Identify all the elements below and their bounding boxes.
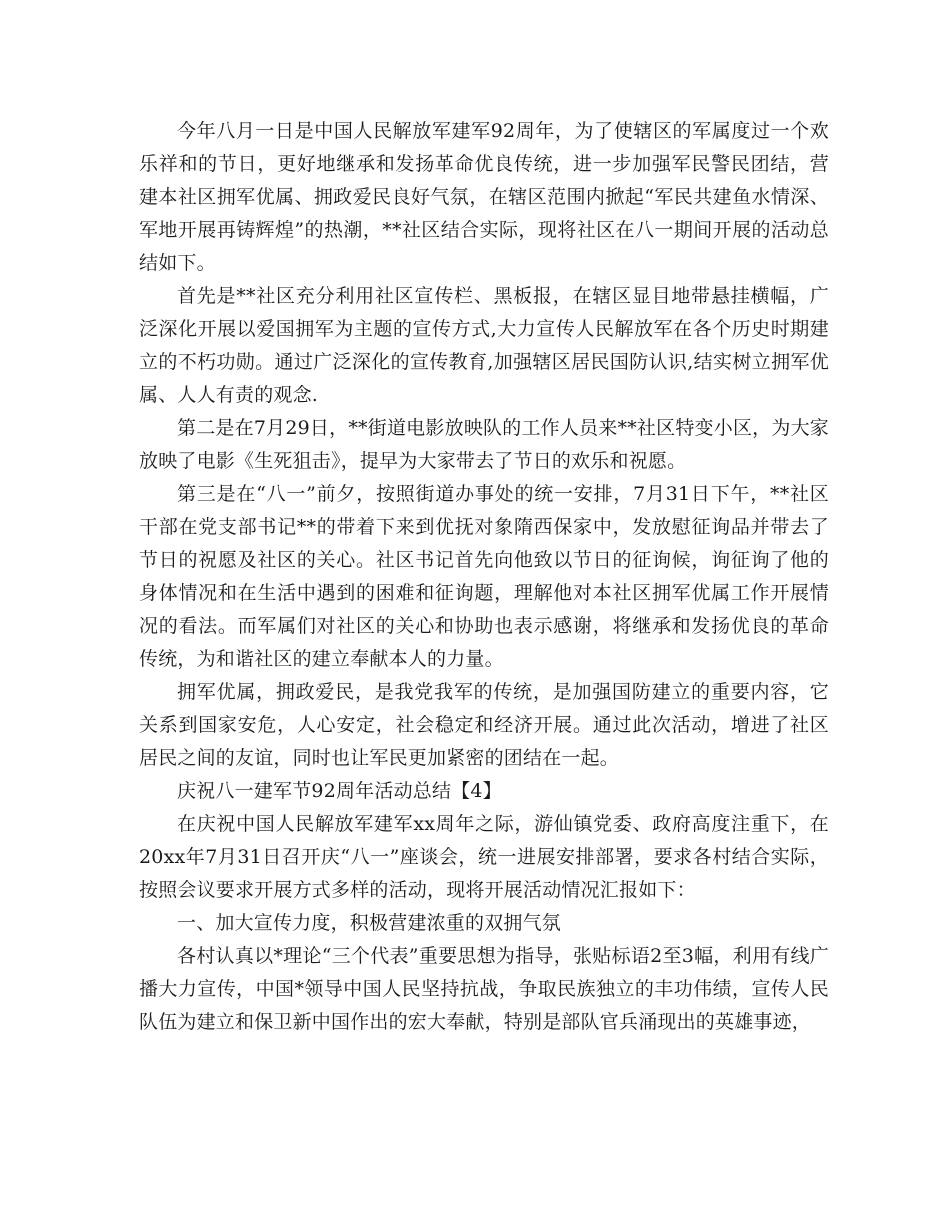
- subsection-heading: 一、加大宣传力度，积极营建浓重的双拥气氛: [177, 912, 562, 934]
- paragraph-subsection-body: 各村认真以*理论“三个代表”重要思想为指导，张贴标语2至3幅，利用有线广播大力宣传，中国*领导中国人民坚持抗战，争取民族独立的丰功伟绩，宣传人民队伍为建立和保卫新中国作出的宏大奉献，特别是部队官兵涌现出的英雄事迹，: [139, 945, 829, 1033]
- paragraph-section-intro: 在庆祝中国人民解放军建军xx周年之际，游仙镇党委、政府高度注重下，在20xx年7月31日召开庆“八一”座谈会，统一进展安排部署，要求各村结合实际，按照会议要求开展方式多样的活动，现将开展活动情况汇报如下：: [139, 813, 829, 901]
- paragraph-intro: 今年八月一日是中国人民解放军建军92周年，为了使辖区的军属度过一个欢乐祥和的节日，更好地继承和发扬革命优良传统，进一步加强军民警民团结，营建本社区拥军优属、拥政爱民良好气氛，在辖区范围内掀起“军民共建鱼水情深、军地开展再铸辉煌”的热潮，**社区结合实际，现将社区在八一期间开展的活动总结如下。: [139, 120, 829, 274]
- paragraph-conclusion: 拥军优属，拥政爱民，是我党我军的传统，是加强国防建立的重要内容，它关系到国家安危，人心安定，社会稳定和经济开展。通过此次活动，增进了社区居民之间的友谊，同时也让军民更加紧密的团结在一起。: [139, 681, 829, 769]
- section-heading: 庆祝八一建军节92周年活动总结【4】: [177, 780, 502, 802]
- paragraph-second: 第二是在7月29日，**街道电影放映队的工作人员来**社区特变小区，为大家放映了电影《生死狙击》，提早为大家带去了节日的欢乐和祝愿。: [139, 417, 829, 472]
- paragraph-first: 首先是**社区充分利用社区宣传栏、黑板报，在辖区显目地带悬挂横幅，广泛深化开展以爱国拥军为主题的宣传方式,大力宣传人民解放军在各个历史时期建立的不朽功勋。通过广泛深化的宣传教育,加强辖区居民国防认识,结实树立拥军优属、人人有责的观念.: [139, 285, 829, 406]
- document-body: [139, 115, 829, 1039]
- paragraph-third: 第三是在“八一”前夕，按照街道办事处的统一安排，7月31日下午，**社区干部在党支部书记**的带着下来到优抚对象隋西保家中，发放慰征询品并带去了节日的祝愿及社区的关心。社区书记首先向他致以节日的征询候，询征询了他的身体情况和在生活中遇到的困难和征询题，理解他对本社区拥军优属工作开展情况的看法。而军属们对社区的关心和协助也表示感谢，将继承和发扬优良的革命传统，为和谐社区的建立奉献本人的力量。: [139, 483, 829, 670]
